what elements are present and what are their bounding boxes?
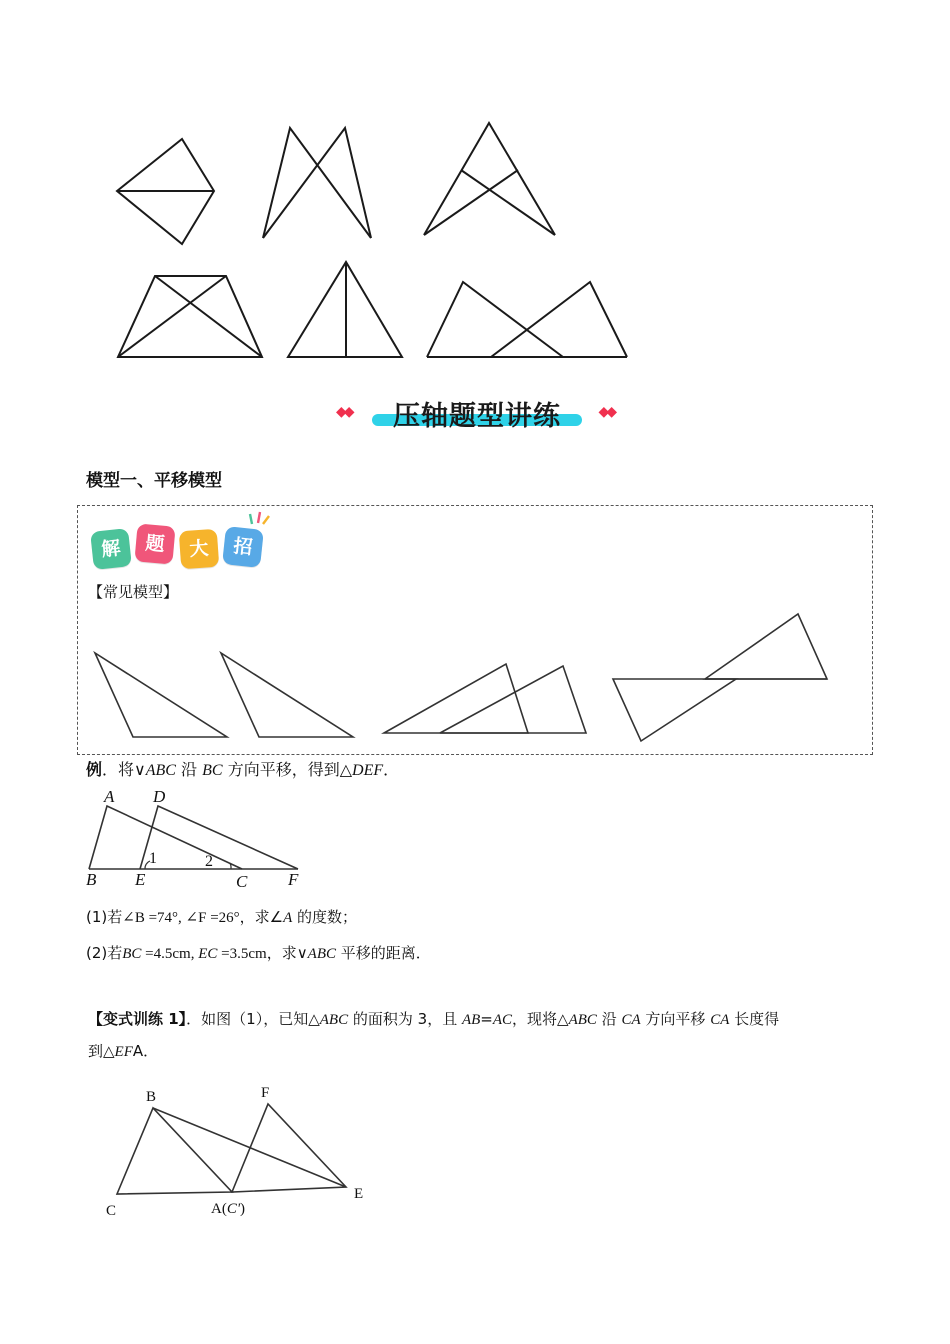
label-angle-1: 1 [149,850,157,867]
q1-ask: ，求∠ [239,908,284,926]
training-t1: ．如图（1），已知△ [186,1010,320,1028]
example-tri2-symbol: △ [339,760,353,779]
training-eq: = [480,1010,493,1028]
q2-cond-c: EC [198,946,218,962]
t-label-F: F [261,1085,270,1101]
banner-left-diamonds: ◆◆ [336,404,352,420]
t-label-B: B [146,1089,157,1105]
example-text-4: ． [383,760,400,779]
training-l2v: EF [114,1044,133,1060]
q1-var: A [283,910,293,926]
training-v5: CA [621,1012,641,1028]
q2-cond-b: =4.5cm, [141,946,199,962]
banner-title: 压轴题型讲练 [393,401,561,432]
section-title: 模型一、平移模型 [86,471,222,491]
label-C: C [236,872,248,891]
common-models-title: 【常见模型】 [88,583,179,601]
training-t2: 的面积为 3，且 [348,1010,462,1028]
t-label-A-text: A( [211,1201,227,1217]
example-seg: BC [202,762,223,779]
q1-end: 的度数； [292,908,358,926]
q2-cond-d: =3.5cm [217,946,267,962]
t-label-close: ) [240,1201,246,1217]
example-text-1: ．将 [102,760,135,779]
example-text-3: 方向平移，得到 [222,760,340,779]
q2-num: (2)若 [86,944,123,962]
banner-right-diamonds: ◆◆ [598,404,614,420]
q2-end: 平移的距离． [336,944,431,962]
t-label-Cprime: C' [226,1201,241,1217]
training-v1: ABC [319,1012,349,1028]
training-l2a: 到△ [88,1042,115,1060]
label-F: F [288,870,299,889]
training-v4: ABC [568,1012,597,1028]
q2-ask: ，求∨ [266,944,308,962]
training-t4: 沿 [596,1010,622,1028]
label-E: E [135,870,146,889]
q1-num: (1)若 [86,908,123,926]
example-tri-name: ABC [145,762,176,779]
label-D: D [153,787,166,806]
badge-da: 大 [179,529,220,570]
label-B: B [86,870,97,889]
training-label: 【变式训练 1】 [88,1010,187,1028]
t-label-A [211,1201,245,1218]
training-t6: 长度得 [729,1010,780,1028]
t-label-C: C [106,1203,117,1219]
example-tri-symbol: ∨ [134,760,146,779]
training-v2: AB [461,1012,481,1028]
q2-cond-a: BC [122,946,142,962]
training-t3: ，现将△ [512,1010,569,1028]
example-prefix: 例 [86,760,103,779]
training-t5: 方向平移 [640,1010,711,1028]
badge-zhao: 招 [222,526,264,568]
example-text-2: 沿 [175,760,203,779]
q2-var: ABC [307,946,337,962]
badge-jie: 解 [90,528,132,570]
training-v3: AC [492,1012,513,1028]
training-l2b: A． [132,1042,159,1060]
training-v6: CA [710,1012,730,1028]
label-A: A [104,787,115,806]
badge-ti: 题 [134,523,175,564]
t-label-E: E [354,1186,364,1202]
label-angle-2: 2 [205,853,213,870]
q1-condition: ∠B =74°, ∠F =26° [122,910,240,926]
example-tri2-name: DEF [352,762,384,779]
